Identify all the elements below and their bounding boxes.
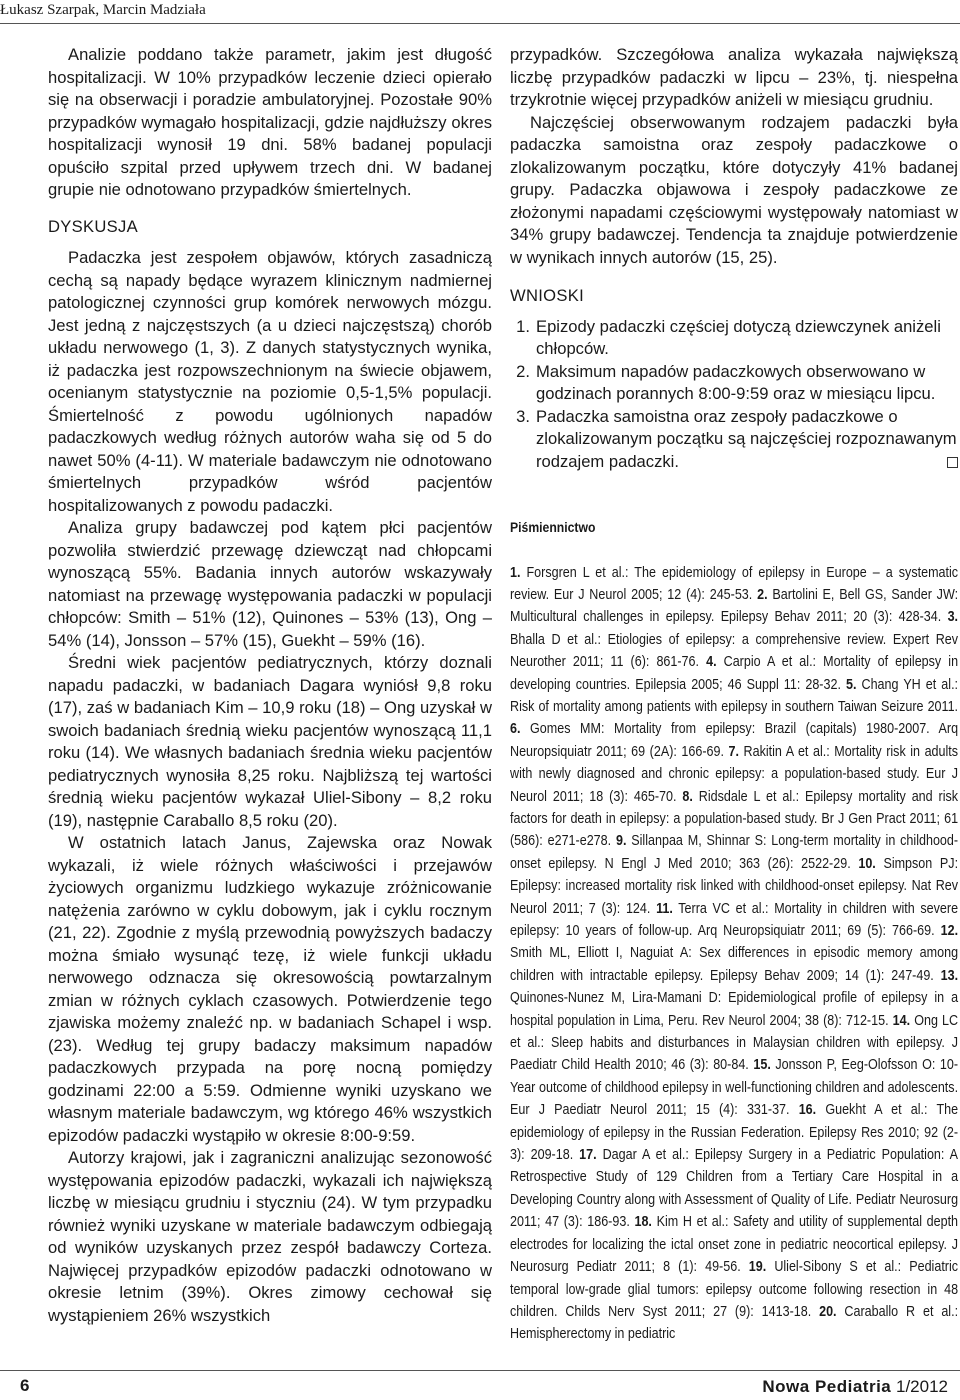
- discussion-paragraph-3: Średni wiek pacjentów pediatrycznych, którzy doznali napadu padaczki, w badaniach Dagara wyniósł 9,8 roku (17), zaś w badaniach Kim – 10,9 roku (18) – Ong uzyskał w swoich badaniach średnią wieku pacjentów wynoszącą 11,1 roku (14). We własnych badaniach średnia wieku pacjentów pediatrycznych wynosiła 8,25 roku. Najbliższą tej wartości średnią wieku pacjentów wykazał Uliel-Sibony – 8,2 roku (19), następnie Caraballo 8,5 roku (20).: [48, 653, 492, 830]
- reference-number: 9.: [615, 833, 627, 850]
- reference-text: Uliel-Sibony S et al.: Pediatric temporal low-grade glial tumors: epilepsy outcome following resection in 48 children. Childs Nerv Syst 2011; 27 (9): 1413-18.: [510, 1259, 959, 1320]
- reference-number: 4.: [706, 654, 717, 671]
- discussion-paragraph-1: Padaczka jest zespołem objawów, których zasadniczą cechą są napady będące wyrazem klinicznym nadmiernej patologicznej czynności grup komórek nerwowych mózgu. Jest jedną z najczęstszych (a u dzieci najczęstszą) chorób układu nerwowego (1, 3). Z danych statystycznych wynika, iż padaczka jest rozpowszechnionym na świecie objawem, ocenianym statystycznie na poziomie 0,5-1,5% populacji. Śmiertelność z powodu ugólnionych napadów padaczkowych według różnych autorów waha się od 5 do nawet 50% (4-11). W materiale badawczym nie odnotowano śmiertelnych przypadków wśród pacjentów hospitalizowanych z powodu padaczki.: [48, 248, 492, 515]
- reference-text: Dagar A et al.: Epilepsy Surgery in a Pediatric Population: A Retrospective Study of 129 Children from a Tertiary Care Hospital in a Developing Country along with Assessment of Quality of Life. Pediatr Neurosurg 2011; 47 (3): 186-93.: [510, 1147, 959, 1231]
- reference-text: Quinones-Nunez M, Lira-Mamani D: Epidemiological profile of epilepsy in a hospital population in Lima, Peru. Rev Neurol 2004; 38 (8): 712-15.: [510, 990, 959, 1029]
- header-rule: [0, 23, 960, 24]
- conclusions-heading: WNIOSKI: [510, 286, 585, 305]
- reference-text: Rakitin A et al.: Mortality risk in adults with newly diagnosed and chronic epilepsy: a population-based study. Eur J Neurol 2011; 18 (3): 465-70.: [510, 743, 959, 805]
- reference-text: Sillanpaa M, Shinnar S: Long-term mortality in childhood-onset epilepsy. N Engl J Med 2010; 363 (26): 2522-29.: [510, 833, 959, 872]
- end-of-article-square-icon: [947, 457, 958, 468]
- reference-text: Kim H et al.: Safety and utility of supplemental depth electrodes for localizing the ictal onset zone in pediatric neocortical epilepsy. J Neurosurg Pediatr 2011; 8 (1): 49-56.: [510, 1214, 959, 1276]
- reference-text: Chang YH et al.: Risk of mortality among patients with epilepsy in southern Taiwan Seizure 2011.: [510, 676, 959, 715]
- reference-number: 20.: [819, 1303, 837, 1320]
- reference-number: 11.: [656, 900, 673, 917]
- conclusion-text: Maksimum napadów padaczkowych obserwowano w godzinach porannych 8:00-9:59 oraz w miesiącu lipcu.: [536, 361, 936, 403]
- reference-number: 15.: [753, 1057, 771, 1074]
- reference-number: 12.: [940, 923, 959, 939]
- running-head-authors: Łukasz Szarpak, Marcin Madziała: [0, 2, 206, 18]
- reference-number: 13.: [940, 967, 959, 984]
- reference-number: 16.: [798, 1102, 817, 1119]
- reference-text: Caraballo R et al.: Hemispherectomy in pediatric: [510, 1303, 959, 1343]
- conclusion-text: Epizody padaczki częściej dotyczą dziewczynek aniżeli chłopców.: [536, 316, 941, 358]
- reference-number: 17.: [579, 1147, 597, 1164]
- reference-number: 3.: [947, 609, 959, 626]
- reference-number: 8.: [682, 788, 693, 805]
- reference-text: Jonsson P, Eeg-Olofsson O: 10-Year outcome of childhood epilepsy in well-functioning children and adolescents. Eur J Paediatr Neurol 2011; 15 (4): 331-37.: [510, 1057, 959, 1119]
- conclusion-item: [510, 361, 958, 406]
- reference-number: 1.: [510, 564, 521, 581]
- intro-paragraph: Analizie poddano także parametr, jakim jest długość hospitalizacji. W 10% przypadków leczenie dzieci opierało się na obserwacji i poradzie ambulatoryjnej. Pozostałe 90% przypadków wymagało hospitalizacji, gdzie najdłuższy okres hospitalizacji wynosił 19 dni. 58% badanej populacji opuściło szpital przed upływem trzech dni. W badanej grupie nie odnotowano przypadków śmiertelnych.: [48, 45, 492, 199]
- reference-text: Terra VC et al.: Mortality in children with severe epilepsy: 10 years of follow-up. Arq Neuropsiquiatr 2011; 69 (5): 766-69.: [510, 900, 959, 939]
- footer-rule: [0, 1370, 960, 1371]
- reference-text: Gomes MM: Mortality from epilepsy: Brazil (capitals) 1980-2007. Arq Neuropsiquiatr 2011; 69 (2A): 166-69.: [510, 721, 959, 760]
- discussion-paragraph-2: Analiza grupy badawczej pod kątem płci pacjentów pozwoliła stwierdzić przewagę dziewcząt nad chłopcami wynoszącą 55%. Badania innych autorów wskazywały natomiast na przewagę występowania padaczki w populacji chłopców: Smith – 51% (12), Quinones – 53% (13), Ong – 54% (14), Jonsson – 57% (15), Guekht – 59% (16).: [48, 518, 492, 650]
- reference-text: Simpson PJ: Epilepsy: increased mortality risk linked with childhood-onset epilepsy. Nat Rev Neurol 2011; 7 (3): 124.: [510, 855, 959, 917]
- discussion-paragraph-5: Autorzy krajowi, jak i zagraniczni analizując sezonowość występowania epizodów padaczki, wykazali ich największą liczbę w miesiącu grudniu i styczniu (24). W tym przypadku również wyniki uzyskane w materiale badawczym odbiegają od wyników uzyskanych przez zespół badawczy Corteza. Najwięcej przypadków epizodów padaczki odnotowano w okresie letnim (39%). Okres zimowy cechował się wystąpieniem 26% wszystkich: [48, 1148, 492, 1325]
- conclusions-list: [510, 316, 958, 474]
- conclusion-number: 2.: [516, 361, 530, 381]
- conclusion-item: [510, 406, 958, 474]
- left-column: [48, 44, 492, 1327]
- right-column: [510, 44, 958, 1346]
- reference-number: 10.: [858, 855, 876, 872]
- reference-text: Smith ML, Elliott I, Naguiat A: Sex differences in episodic memory among children with intractable epilepsy. Epilepsy Behav 2009; 14 (1): 247-49.: [510, 945, 959, 984]
- page-number: 6: [20, 1376, 30, 1395]
- conclusion-text: Padaczka samoistna oraz zespoły padaczkowe o zlokalizowanym początku są najczęściej rozpoznawanym rodzajem padaczki.: [536, 406, 957, 471]
- reference-number: 7.: [728, 743, 739, 760]
- epilepsy-types-paragraph: Najczęściej obserwowanym rodzajem padaczki była padaczka samoistna oraz zespoły padaczkowe o zlokalizowanym początku, które dotyczyły 41% badanej grupy. Padaczka objawowa i zespoły padaczkowe ze złożonymi napadami częściowymi występowały natomiast w 34% grupy badawczej. Tendencja ta znajduje potwierdzenie w wynikach innych autorów (15, 25).: [510, 112, 958, 267]
- conclusion-number: 3.: [516, 406, 530, 426]
- conclusion-item: [510, 316, 958, 361]
- reference-text: Guekht A et al.: The epidemiology of epilepsy in the Russian Federation. Epilepsy Res 2010; 92 (2-3): 209-18.: [510, 1102, 959, 1164]
- discussion-heading: DYSKUSJA: [48, 216, 139, 236]
- reference-text: Bhalla D et al.: Etiologies of epilepsy: a comprehensive review. Expert Rev Neurother 2011; 11 (6): 861-76.: [510, 631, 959, 671]
- journal-name: Nowa Pediatria: [762, 1377, 892, 1396]
- reference-text: Ridsdale L et al.: Epilepsy mortality and risk factors for death in epilepsy: a population-based study. Br J Gen Pract 2011; 61 (586): e271-e278.: [510, 788, 959, 850]
- journal-issue: 1/2012: [896, 1377, 948, 1396]
- conclusion-number: 1.: [516, 316, 530, 336]
- reference-number: 14.: [892, 1012, 911, 1029]
- reference-number: 19.: [748, 1259, 767, 1276]
- reference-text: Carpio A et al.: Mortality of epilepsy in developing countries. Epilepsia 2005; 46 Suppl 11: 28-32.: [510, 654, 959, 693]
- journal-footer: [762, 1377, 948, 1397]
- continuation-paragraph: przypadków. Szczegółowa analiza wykazała największą liczbę przypadków padaczki w lipcu – 23%, tj. niespełna trzykrotnie więcej przypadków aniżeli w miesiącu grudniu.: [510, 45, 958, 109]
- reference-number: 5.: [845, 676, 857, 693]
- references-heading: Piśmiennictwo: [510, 520, 596, 536]
- references-list: [510, 562, 958, 1346]
- reference-text: Forsgren L et al.: The epidemiology of epilepsy in Europe – a systematic review. Eur J Neurol 2005; 12 (4): 245-53.: [510, 564, 959, 603]
- reference-number: 18.: [634, 1214, 652, 1231]
- reference-number: 6.: [510, 721, 521, 738]
- discussion-paragraph-4: W ostatnich latach Janus, Zajewska oraz Nowak wykazali, iż wiele różnych właściwości i przejawów życiowych organizmu ludzkiego wykazuje zróżnicowanie natężenia zarówno w cyklu dobowym, jak i cyklu rocznym (21, 22). Zgodnie z myślą przewodnią powyższych badaczy można śmiało wysunąć tezę, iż wiele funkcji układu nerwowego odznacza się okresowością powtarzalnym zmian w różnych cyklach czasowych. Potwierdzenie tego zjawiska możemy znaleźć np. w badaniach Schapel i wsp. (23). Według tej grupy badaczy maksimum napadów padaczkowych przypada na porę nocną pomiędzy godzinami 22:00 a 5:59. Odmienne wyniki uzyskano we własnym materiale badawczym, wg którego 46% wszystkich epizodów padaczki wystąpiło w okresie 8:00-9:59.: [48, 833, 492, 1145]
- reference-text: Bartolini E, Bell GS, Sander JW: Multicultural challenges in epilepsy. Epilepsy Behav 2011; 20 (3): 428-34.: [510, 586, 959, 626]
- reference-number: 2.: [757, 586, 768, 603]
- reference-text: Ong LC et al.: Sleep habits and disturbances in Malaysian children with epilepsy. J Paediatr Child Health 2010; 46 (3): 80-84.: [510, 1012, 959, 1074]
